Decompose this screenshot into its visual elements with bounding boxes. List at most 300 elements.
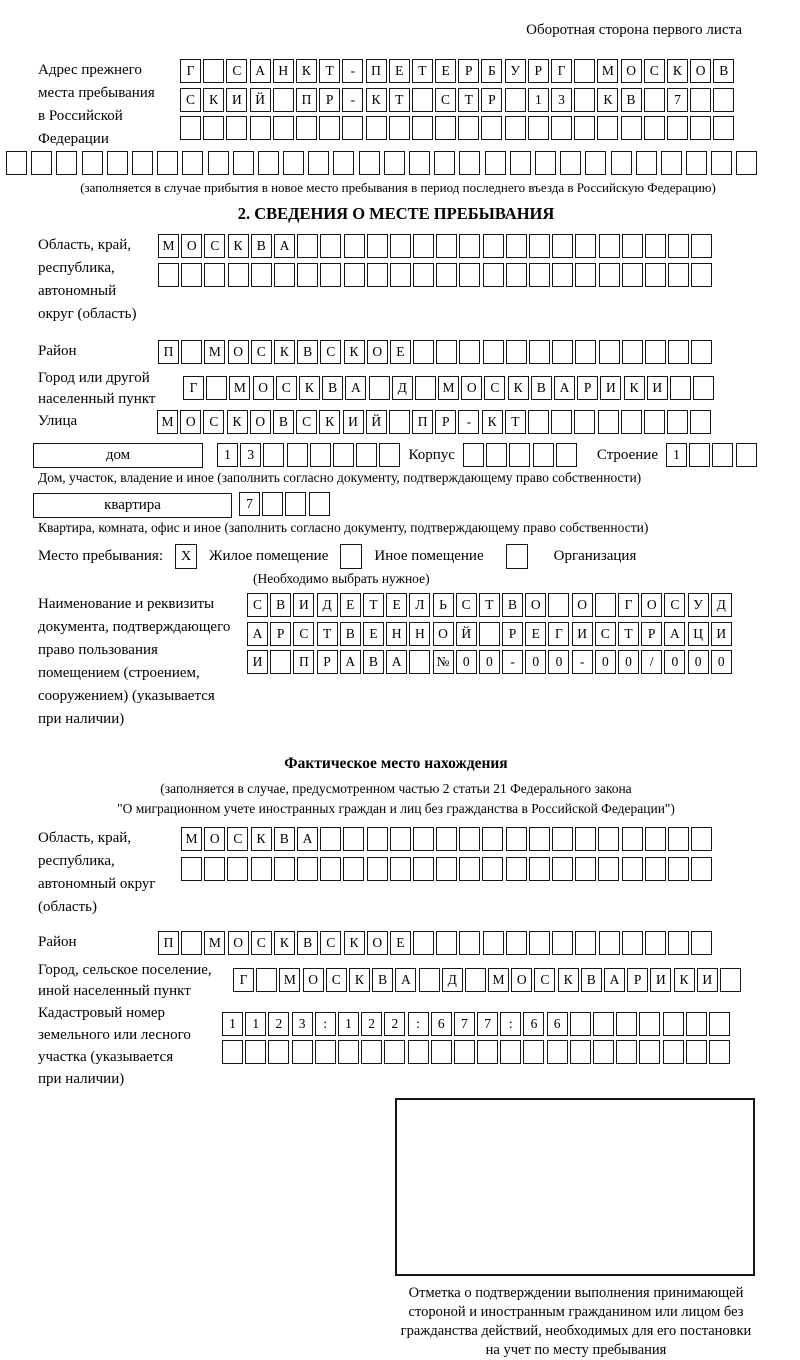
form-cell[interactable] — [500, 1040, 521, 1064]
form-cell[interactable] — [251, 857, 272, 881]
form-cell[interactable] — [274, 263, 295, 287]
form-cell[interactable]: А — [604, 968, 625, 992]
form-cell[interactable]: И — [650, 968, 671, 992]
form-cell[interactable] — [181, 857, 202, 881]
form-cell[interactable] — [585, 151, 606, 175]
form-cell[interactable]: У — [505, 59, 526, 83]
form-cell[interactable] — [250, 116, 271, 140]
form-cell[interactable]: С — [203, 410, 224, 434]
form-cell[interactable] — [356, 443, 377, 467]
form-cell[interactable]: И — [697, 968, 718, 992]
form-cell[interactable] — [56, 151, 77, 175]
form-cell[interactable]: С — [251, 340, 272, 364]
form-cell[interactable]: М — [158, 234, 179, 258]
form-cell[interactable] — [663, 1040, 684, 1064]
form-cell[interactable]: Р — [481, 88, 502, 112]
form-cell[interactable]: С — [226, 59, 247, 83]
form-cell[interactable]: Т — [363, 593, 384, 617]
form-cell[interactable]: 1 — [338, 1012, 359, 1036]
form-cell[interactable]: О — [303, 968, 324, 992]
form-cell[interactable]: К — [558, 968, 579, 992]
form-cell[interactable]: М — [438, 376, 459, 400]
form-cell[interactable] — [390, 827, 411, 851]
form-cell[interactable]: В — [581, 968, 602, 992]
form-cell[interactable]: Р — [502, 622, 523, 646]
form-cell[interactable]: 0 — [479, 650, 500, 674]
form-cell[interactable]: В — [270, 593, 291, 617]
form-cell[interactable] — [533, 443, 554, 467]
form-cell[interactable] — [287, 443, 308, 467]
form-cell[interactable]: Г — [183, 376, 204, 400]
form-cell[interactable]: Г — [618, 593, 639, 617]
form-cell[interactable] — [384, 1040, 405, 1064]
form-cell[interactable]: 6 — [523, 1012, 544, 1036]
form-cell[interactable]: К — [228, 234, 249, 258]
form-cell[interactable] — [552, 827, 573, 851]
form-cell[interactable] — [691, 263, 712, 287]
form-cell[interactable] — [315, 1040, 336, 1064]
form-cell[interactable]: С — [276, 376, 297, 400]
form-cell[interactable]: К — [251, 827, 272, 851]
form-cell[interactable]: О — [690, 59, 711, 83]
form-cell[interactable]: С — [293, 622, 314, 646]
form-cell[interactable] — [483, 931, 504, 955]
form-cell[interactable] — [622, 827, 643, 851]
form-cell[interactable]: И — [226, 88, 247, 112]
form-cell[interactable] — [690, 116, 711, 140]
form-cell[interactable]: И — [647, 376, 668, 400]
form-cell[interactable]: С — [227, 827, 248, 851]
form-cell[interactable] — [454, 1040, 475, 1064]
form-cell[interactable] — [31, 151, 52, 175]
form-cell[interactable] — [736, 151, 757, 175]
form-cell[interactable] — [309, 492, 330, 516]
form-cell[interactable] — [598, 410, 619, 434]
form-cell[interactable] — [622, 931, 643, 955]
form-cell[interactable]: С — [296, 410, 317, 434]
form-cell[interactable] — [459, 151, 480, 175]
form-cell[interactable]: С — [247, 593, 268, 617]
form-cell[interactable]: Е — [390, 340, 411, 364]
form-cell[interactable] — [713, 88, 734, 112]
form-cell[interactable]: П — [158, 931, 179, 955]
form-cell[interactable]: В — [531, 376, 552, 400]
form-cell[interactable] — [343, 857, 364, 881]
form-cell[interactable]: Ь — [433, 593, 454, 617]
form-cell[interactable] — [344, 263, 365, 287]
form-cell[interactable] — [344, 234, 365, 258]
form-cell[interactable] — [431, 1040, 452, 1064]
form-cell[interactable]: А — [395, 968, 416, 992]
form-cell[interactable] — [691, 234, 712, 258]
form-cell[interactable] — [686, 1012, 707, 1036]
form-cell[interactable] — [668, 857, 689, 881]
form-cell[interactable]: О — [621, 59, 642, 83]
form-cell[interactable]: Р — [435, 410, 456, 434]
form-cell[interactable] — [645, 931, 666, 955]
form-cell[interactable] — [413, 827, 434, 851]
form-cell[interactable] — [570, 1040, 591, 1064]
form-cell[interactable] — [409, 151, 430, 175]
form-cell[interactable] — [107, 151, 128, 175]
form-cell[interactable]: И — [711, 622, 732, 646]
form-cell[interactable]: / — [641, 650, 662, 674]
form-cell[interactable]: В — [372, 968, 393, 992]
form-cell[interactable]: 0 — [618, 650, 639, 674]
form-cell[interactable] — [528, 116, 549, 140]
form-cell[interactable]: А — [345, 376, 366, 400]
form-cell[interactable] — [523, 1040, 544, 1064]
form-cell[interactable]: Р — [627, 968, 648, 992]
form-cell[interactable] — [413, 340, 434, 364]
form-cell[interactable] — [599, 234, 620, 258]
form-cell[interactable]: И — [572, 622, 593, 646]
form-cell[interactable] — [320, 263, 341, 287]
form-cell[interactable]: 7 — [239, 492, 260, 516]
form-cell[interactable] — [645, 263, 666, 287]
form-cell[interactable]: 0 — [664, 650, 685, 674]
form-cell[interactable] — [529, 340, 550, 364]
form-cell[interactable] — [599, 263, 620, 287]
form-cell[interactable]: С — [664, 593, 685, 617]
form-cell[interactable]: Д — [317, 593, 338, 617]
form-cell[interactable] — [506, 340, 527, 364]
form-cell[interactable] — [222, 1040, 243, 1064]
form-cell[interactable]: А — [250, 59, 271, 83]
form-cell[interactable] — [458, 116, 479, 140]
form-cell[interactable]: С — [595, 622, 616, 646]
form-cell[interactable] — [575, 263, 596, 287]
form-cell[interactable] — [6, 151, 27, 175]
form-cell[interactable] — [509, 443, 530, 467]
form-cell[interactable]: М — [488, 968, 509, 992]
form-cell[interactable] — [408, 1040, 429, 1064]
form-cell[interactable] — [575, 827, 596, 851]
form-cell[interactable]: Е — [386, 593, 407, 617]
form-cell[interactable] — [361, 1040, 382, 1064]
form-cell[interactable]: В — [713, 59, 734, 83]
form-cell[interactable] — [181, 263, 202, 287]
form-cell[interactable]: 6 — [431, 1012, 452, 1036]
form-cell[interactable] — [369, 376, 390, 400]
form-cell[interactable] — [598, 857, 619, 881]
form-cell[interactable] — [574, 88, 595, 112]
form-cell[interactable]: О — [572, 593, 593, 617]
form-cell[interactable] — [560, 151, 581, 175]
form-cell[interactable]: Д — [711, 593, 732, 617]
form-cell[interactable]: С — [456, 593, 477, 617]
form-cell[interactable]: 2 — [268, 1012, 289, 1036]
form-cell[interactable] — [263, 443, 284, 467]
form-cell[interactable] — [574, 410, 595, 434]
form-cell[interactable]: Р — [317, 650, 338, 674]
form-cell[interactable] — [333, 151, 354, 175]
form-cell[interactable] — [690, 410, 711, 434]
form-cell[interactable] — [535, 151, 556, 175]
form-cell[interactable]: Р — [641, 622, 662, 646]
form-cell[interactable]: Т — [479, 593, 500, 617]
form-cell[interactable] — [366, 116, 387, 140]
form-cell[interactable] — [529, 931, 550, 955]
form-cell[interactable]: К — [667, 59, 688, 83]
form-cell[interactable] — [359, 151, 380, 175]
form-cell[interactable] — [667, 410, 688, 434]
form-cell[interactable] — [256, 968, 277, 992]
form-cell[interactable] — [622, 234, 643, 258]
form-cell[interactable]: Ц — [688, 622, 709, 646]
form-cell[interactable] — [413, 234, 434, 258]
form-cell[interactable]: И — [293, 593, 314, 617]
form-cell[interactable] — [270, 650, 291, 674]
form-cell[interactable]: Г — [180, 59, 201, 83]
form-cell[interactable]: К — [597, 88, 618, 112]
form-cell[interactable] — [529, 857, 550, 881]
form-cell[interactable]: : — [408, 1012, 429, 1036]
form-cell[interactable] — [668, 931, 689, 955]
form-cell[interactable]: : — [315, 1012, 336, 1036]
form-cell[interactable]: К — [319, 410, 340, 434]
checkbox-other-premises[interactable] — [340, 544, 362, 569]
form-cell[interactable]: К — [508, 376, 529, 400]
form-cell[interactable]: В — [297, 340, 318, 364]
form-cell[interactable]: П — [296, 88, 317, 112]
form-cell[interactable] — [308, 151, 329, 175]
form-cell[interactable]: С — [484, 376, 505, 400]
form-cell[interactable]: А — [297, 827, 318, 851]
form-cell[interactable]: О — [250, 410, 271, 434]
form-cell[interactable]: 7 — [667, 88, 688, 112]
form-cell[interactable] — [268, 1040, 289, 1064]
form-cell[interactable] — [296, 116, 317, 140]
form-cell[interactable] — [483, 340, 504, 364]
form-cell[interactable] — [367, 827, 388, 851]
form-cell[interactable] — [644, 116, 665, 140]
form-cell[interactable]: 3 — [240, 443, 261, 467]
form-cell[interactable]: Т — [505, 410, 526, 434]
form-cell[interactable] — [736, 443, 757, 467]
form-cell[interactable]: И — [343, 410, 364, 434]
form-cell[interactable]: 0 — [595, 650, 616, 674]
form-cell[interactable] — [262, 492, 283, 516]
form-cell[interactable]: В — [297, 931, 318, 955]
form-cell[interactable]: И — [600, 376, 621, 400]
form-cell[interactable]: Т — [458, 88, 479, 112]
form-cell[interactable] — [320, 234, 341, 258]
form-cell[interactable] — [297, 263, 318, 287]
form-cell[interactable] — [203, 116, 224, 140]
form-cell[interactable] — [482, 827, 503, 851]
form-cell[interactable]: К — [274, 340, 295, 364]
form-cell[interactable]: Т — [317, 622, 338, 646]
form-cell[interactable] — [206, 376, 227, 400]
form-cell[interactable] — [419, 968, 440, 992]
form-cell[interactable] — [690, 88, 711, 112]
form-cell[interactable]: Т — [319, 59, 340, 83]
form-cell[interactable] — [436, 931, 457, 955]
form-cell[interactable]: Е — [363, 622, 384, 646]
form-cell[interactable]: В — [502, 593, 523, 617]
form-cell[interactable]: Й — [250, 88, 271, 112]
form-cell[interactable] — [412, 116, 433, 140]
form-cell[interactable] — [285, 492, 306, 516]
form-cell[interactable] — [691, 857, 712, 881]
form-cell[interactable]: С — [326, 968, 347, 992]
form-cell[interactable] — [436, 857, 457, 881]
form-cell[interactable] — [552, 340, 573, 364]
form-cell[interactable]: - — [342, 88, 363, 112]
form-cell[interactable]: М — [279, 968, 300, 992]
form-cell[interactable] — [506, 931, 527, 955]
form-cell[interactable] — [611, 151, 632, 175]
form-cell[interactable] — [273, 116, 294, 140]
form-cell[interactable]: 1 — [217, 443, 238, 467]
form-cell[interactable]: П — [366, 59, 387, 83]
form-cell[interactable]: 0 — [711, 650, 732, 674]
form-cell[interactable]: Т — [389, 88, 410, 112]
form-cell[interactable]: С — [180, 88, 201, 112]
form-cell[interactable]: У — [688, 593, 709, 617]
form-cell[interactable] — [668, 263, 689, 287]
form-cell[interactable] — [181, 931, 202, 955]
form-cell[interactable] — [510, 151, 531, 175]
form-cell[interactable] — [709, 1040, 730, 1064]
form-cell[interactable]: 0 — [688, 650, 709, 674]
form-cell[interactable] — [570, 1012, 591, 1036]
form-cell[interactable] — [251, 263, 272, 287]
form-cell[interactable] — [506, 263, 527, 287]
form-cell[interactable]: 2 — [384, 1012, 405, 1036]
form-cell[interactable] — [668, 234, 689, 258]
form-cell[interactable]: № — [433, 650, 454, 674]
form-cell[interactable] — [644, 88, 665, 112]
form-cell[interactable]: К — [624, 376, 645, 400]
form-cell[interactable] — [435, 116, 456, 140]
form-cell[interactable] — [670, 376, 691, 400]
form-cell[interactable] — [663, 1012, 684, 1036]
form-cell[interactable]: Д — [392, 376, 413, 400]
form-cell[interactable] — [384, 151, 405, 175]
form-cell[interactable] — [343, 827, 364, 851]
form-cell[interactable] — [459, 263, 480, 287]
form-cell[interactable] — [483, 263, 504, 287]
form-cell[interactable]: А — [554, 376, 575, 400]
form-cell[interactable] — [639, 1012, 660, 1036]
form-cell[interactable] — [548, 593, 569, 617]
form-cell[interactable]: С — [435, 88, 456, 112]
form-cell[interactable]: Е — [340, 593, 361, 617]
form-cell[interactable]: В — [621, 88, 642, 112]
form-cell[interactable] — [379, 443, 400, 467]
form-cell[interactable] — [645, 234, 666, 258]
form-cell[interactable] — [599, 931, 620, 955]
form-cell[interactable] — [413, 263, 434, 287]
form-cell[interactable] — [459, 234, 480, 258]
form-cell[interactable] — [436, 827, 457, 851]
form-cell[interactable] — [320, 857, 341, 881]
form-cell[interactable] — [645, 857, 666, 881]
form-cell[interactable]: П — [412, 410, 433, 434]
form-cell[interactable]: К — [203, 88, 224, 112]
form-cell[interactable]: Г — [548, 622, 569, 646]
form-cell[interactable] — [413, 931, 434, 955]
form-cell[interactable] — [713, 116, 734, 140]
form-cell[interactable]: В — [274, 827, 295, 851]
form-cell[interactable] — [227, 857, 248, 881]
form-cell[interactable]: К — [227, 410, 248, 434]
form-cell[interactable]: О — [641, 593, 662, 617]
form-cell[interactable] — [622, 263, 643, 287]
form-cell[interactable] — [181, 340, 202, 364]
form-cell[interactable]: - — [502, 650, 523, 674]
form-cell[interactable] — [661, 151, 682, 175]
form-cell[interactable]: О — [228, 931, 249, 955]
form-cell[interactable]: 3 — [292, 1012, 313, 1036]
form-cell[interactable] — [434, 151, 455, 175]
form-cell[interactable]: К — [366, 88, 387, 112]
form-cell[interactable]: 1 — [222, 1012, 243, 1036]
form-cell[interactable] — [691, 340, 712, 364]
form-cell[interactable] — [342, 116, 363, 140]
form-cell[interactable] — [593, 1012, 614, 1036]
form-cell[interactable] — [459, 857, 480, 881]
form-cell[interactable]: О — [204, 827, 225, 851]
form-cell[interactable] — [552, 263, 573, 287]
form-cell[interactable]: С — [644, 59, 665, 83]
form-cell[interactable] — [574, 59, 595, 83]
form-cell[interactable] — [486, 443, 507, 467]
form-cell[interactable]: К — [299, 376, 320, 400]
form-cell[interactable]: Н — [386, 622, 407, 646]
form-cell[interactable]: О — [181, 234, 202, 258]
form-cell[interactable] — [693, 376, 714, 400]
form-cell[interactable] — [390, 263, 411, 287]
form-cell[interactable]: Л — [409, 593, 430, 617]
form-cell[interactable] — [616, 1012, 637, 1036]
form-cell[interactable] — [645, 827, 666, 851]
form-cell[interactable] — [712, 443, 733, 467]
form-cell[interactable]: О — [433, 622, 454, 646]
form-cell[interactable]: 3 — [551, 88, 572, 112]
form-cell[interactable] — [575, 931, 596, 955]
form-cell[interactable]: О — [511, 968, 532, 992]
form-cell[interactable] — [459, 827, 480, 851]
form-cell[interactable] — [436, 263, 457, 287]
form-cell[interactable]: С — [251, 931, 272, 955]
form-cell[interactable]: К — [344, 931, 365, 955]
form-cell[interactable] — [639, 1040, 660, 1064]
apartment-box-label[interactable]: квартира — [33, 493, 232, 518]
form-cell[interactable]: С — [320, 931, 341, 955]
form-cell[interactable]: А — [274, 234, 295, 258]
form-cell[interactable] — [477, 1040, 498, 1064]
form-cell[interactable] — [506, 234, 527, 258]
form-cell[interactable]: В — [363, 650, 384, 674]
form-cell[interactable] — [390, 857, 411, 881]
form-cell[interactable] — [274, 857, 295, 881]
form-cell[interactable]: О — [367, 931, 388, 955]
form-cell[interactable]: С — [204, 234, 225, 258]
form-cell[interactable]: О — [180, 410, 201, 434]
form-cell[interactable]: О — [367, 340, 388, 364]
form-cell[interactable] — [528, 410, 549, 434]
form-cell[interactable]: К — [482, 410, 503, 434]
form-cell[interactable] — [245, 1040, 266, 1064]
checkbox-residential[interactable]: X — [175, 544, 197, 569]
form-cell[interactable]: К — [349, 968, 370, 992]
form-cell[interactable] — [292, 1040, 313, 1064]
form-cell[interactable] — [319, 116, 340, 140]
form-cell[interactable]: О — [461, 376, 482, 400]
